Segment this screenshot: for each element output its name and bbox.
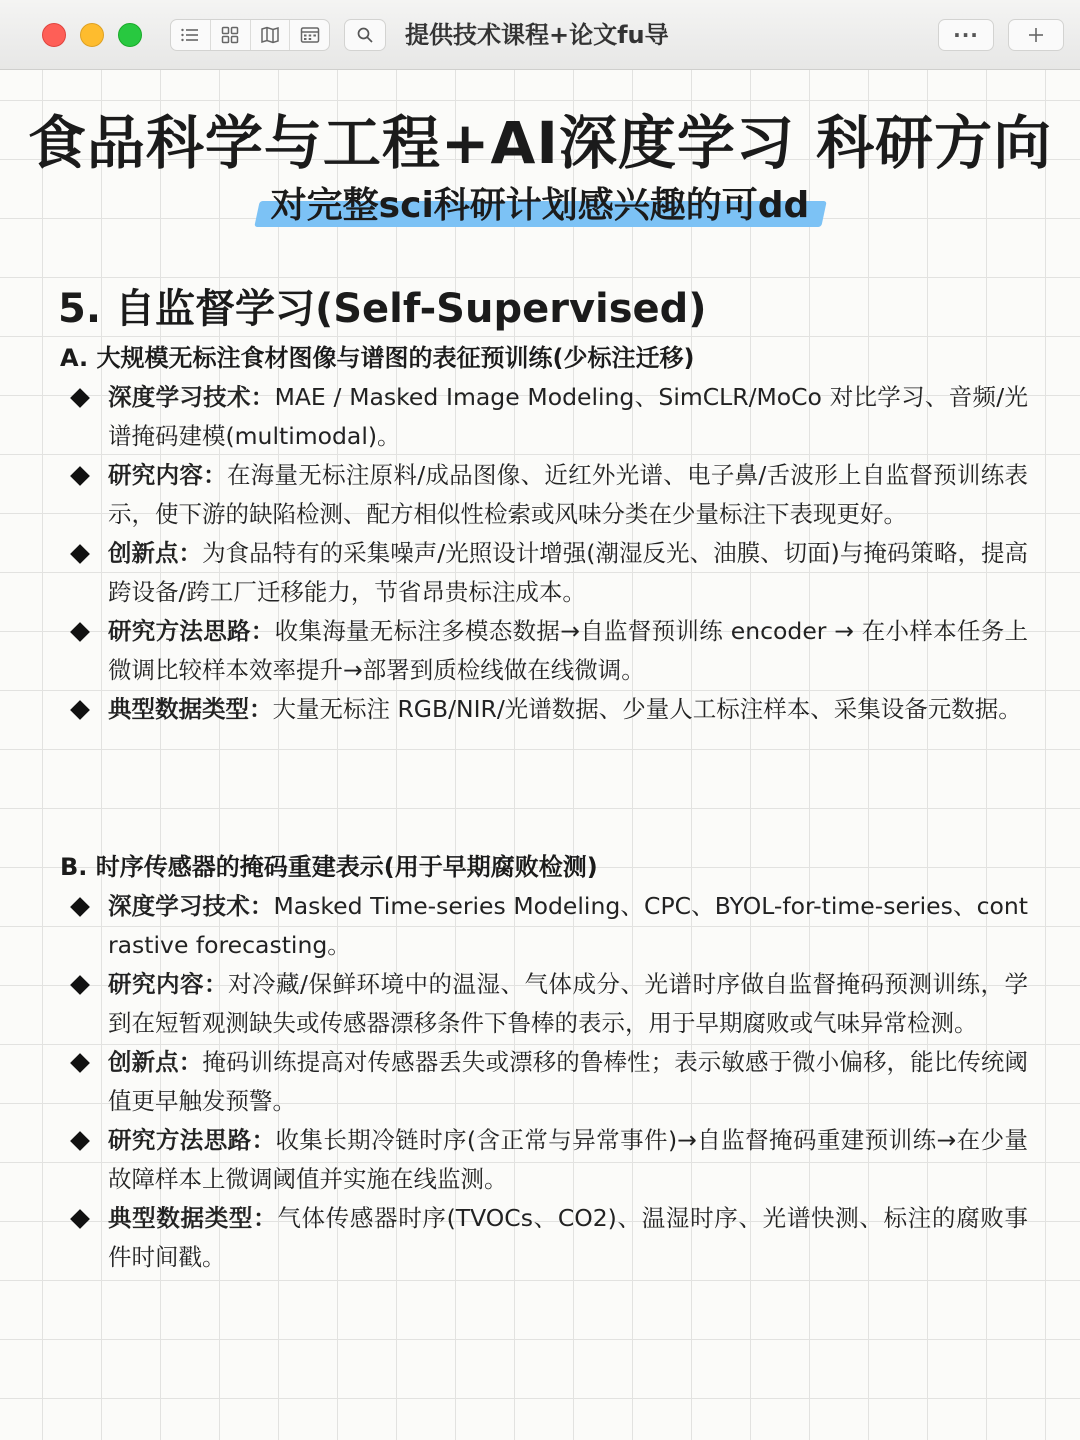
item-label: 研究内容： bbox=[108, 461, 227, 489]
search-icon bbox=[356, 26, 374, 44]
section-title: 5. 自监督学习(Self-Supervised) bbox=[58, 286, 707, 332]
list-item-text bbox=[108, 534, 1028, 612]
diamond-bullet-icon bbox=[68, 542, 92, 566]
item-body: 收集长期冷链时序(含正常与异常事件)→自监督掩码重建预训练→在少量故障样本上微调阈值并实施在线监测。 bbox=[108, 1126, 1028, 1193]
diamond-bullet-icon bbox=[68, 620, 92, 644]
list-item-text bbox=[108, 612, 1028, 690]
list-item bbox=[68, 612, 1028, 690]
window-toolbar bbox=[0, 0, 1080, 70]
item-label: 研究方法思路： bbox=[108, 617, 275, 645]
subtitle-text: 对完整sci科研计划感兴趣的可dd bbox=[270, 185, 810, 226]
book-view-button[interactable] bbox=[251, 20, 291, 50]
diamond-bullet-icon bbox=[68, 1207, 92, 1231]
list-item-text bbox=[108, 887, 1028, 965]
item-label: 深度学习技术： bbox=[108, 383, 275, 411]
item-body: 大量无标注 RGB/NIR/光谱数据、少量人工标注样本、采集设备元数据。 bbox=[272, 695, 1022, 723]
item-label: 深度学习技术： bbox=[108, 892, 274, 920]
item-body: 气体传感器时序(TVOCs、CO2)、温湿时序、光谱快测、标注的腐败事件时间戳。 bbox=[108, 1204, 1028, 1271]
list-item-text bbox=[108, 378, 1028, 456]
zoom-window-button[interactable] bbox=[118, 23, 142, 47]
list-item bbox=[68, 887, 1028, 965]
item-label: 研究内容： bbox=[108, 970, 229, 998]
list-item bbox=[68, 456, 1028, 534]
close-window-button[interactable] bbox=[42, 23, 66, 47]
diamond-bullet-icon bbox=[68, 895, 92, 919]
diamond-bullet-icon bbox=[68, 1051, 92, 1075]
list-item bbox=[68, 965, 1028, 1043]
subtitle-container bbox=[0, 182, 1080, 230]
item-label: 典型数据类型： bbox=[108, 1204, 278, 1232]
item-body: 收集海量无标注多模态数据→自监督预训练 encoder → 在小样本任务上微调比较样本效率提升→部署到质检线做在线微调。 bbox=[108, 617, 1028, 684]
list-item-text bbox=[108, 965, 1028, 1043]
plus-icon bbox=[1027, 26, 1045, 44]
item-label: 创新点： bbox=[108, 1048, 203, 1076]
diamond-bullet-icon bbox=[68, 464, 92, 488]
more-options-button[interactable]: ··· bbox=[938, 19, 994, 51]
list-item-text bbox=[108, 1121, 1028, 1199]
main-title: 食品科学与工程+AI深度学习 科研方向 bbox=[27, 109, 1053, 177]
item-body: MAE / Masked Image Modeling、SimCLR/MoCo 对比学习、音频/光谱掩码建模(multimodal)。 bbox=[108, 383, 1028, 450]
minimize-window-button[interactable] bbox=[80, 23, 104, 47]
list-item bbox=[68, 690, 1028, 729]
list-item bbox=[68, 1043, 1028, 1121]
view-toolbar-group bbox=[170, 19, 330, 51]
list-item-text bbox=[108, 690, 1028, 729]
list-item bbox=[68, 534, 1028, 612]
list-item bbox=[68, 1121, 1028, 1199]
part-b-heading: B. 时序传感器的掩码重建表示(用于早期腐败检测) bbox=[60, 853, 598, 881]
item-label: 典型数据类型： bbox=[108, 695, 273, 723]
item-body: 掩码训练提高对传感器丢失或漂移的鲁棒性；表示敏感于微小偏移，能比传统阈值更早触发预警。 bbox=[108, 1048, 1029, 1115]
item-body: Masked Time-series Modeling、CPC、BYOL-for-time-series、contrastive forecasting。 bbox=[108, 892, 1029, 959]
diamond-bullet-icon bbox=[68, 386, 92, 410]
grid-view-button[interactable] bbox=[211, 20, 251, 50]
list-item-text bbox=[108, 1043, 1028, 1121]
item-body: 为食品特有的采集噪声/光照设计增强(潮湿反光、油膜、切面)与掩码策略，提高跨设备/跨工厂迁移能力，节省昂贵标注成本。 bbox=[108, 539, 1028, 606]
list-item bbox=[68, 378, 1028, 456]
window-title: 提供技术课程+论文fu导 bbox=[405, 21, 669, 49]
item-body: 在海量无标注原料/成品图像、近红外光谱、电子鼻/舌波形上自监督预训练表示，使下游的缺陷检测、配方相似性检索或风味分类在少量标注下表现更好。 bbox=[108, 461, 1028, 528]
grid-icon bbox=[221, 26, 239, 44]
calendar-icon bbox=[300, 26, 320, 44]
list-icon bbox=[180, 27, 200, 43]
subtitle bbox=[263, 182, 818, 230]
calendar-view-button[interactable] bbox=[290, 20, 329, 50]
item-label: 创新点： bbox=[108, 539, 203, 567]
part-a-list bbox=[68, 378, 1028, 729]
diamond-bullet-icon bbox=[68, 973, 92, 997]
book-icon bbox=[260, 26, 280, 44]
part-b-list bbox=[68, 887, 1028, 1277]
search-button[interactable] bbox=[344, 19, 386, 51]
diamond-bullet-icon bbox=[68, 698, 92, 722]
part-a-heading: A. 大规模无标注食材图像与谱图的表征预训练(少标注迁移) bbox=[60, 344, 695, 372]
diamond-bullet-icon bbox=[68, 1129, 92, 1153]
list-view-button[interactable] bbox=[171, 20, 211, 50]
list-item bbox=[68, 1199, 1028, 1277]
item-label: 研究方法思路： bbox=[108, 1126, 276, 1154]
list-item-text bbox=[108, 456, 1028, 534]
item-body: 对冷藏/保鲜环境中的温湿、气体成分、光谱时序做自监督掩码预测训练，学到在短暂观测缺失或传感器漂移条件下鲁棒的表示，用于早期腐败或气味异常检测。 bbox=[108, 970, 1028, 1037]
list-item-text bbox=[108, 1199, 1028, 1277]
add-button[interactable] bbox=[1008, 19, 1064, 51]
